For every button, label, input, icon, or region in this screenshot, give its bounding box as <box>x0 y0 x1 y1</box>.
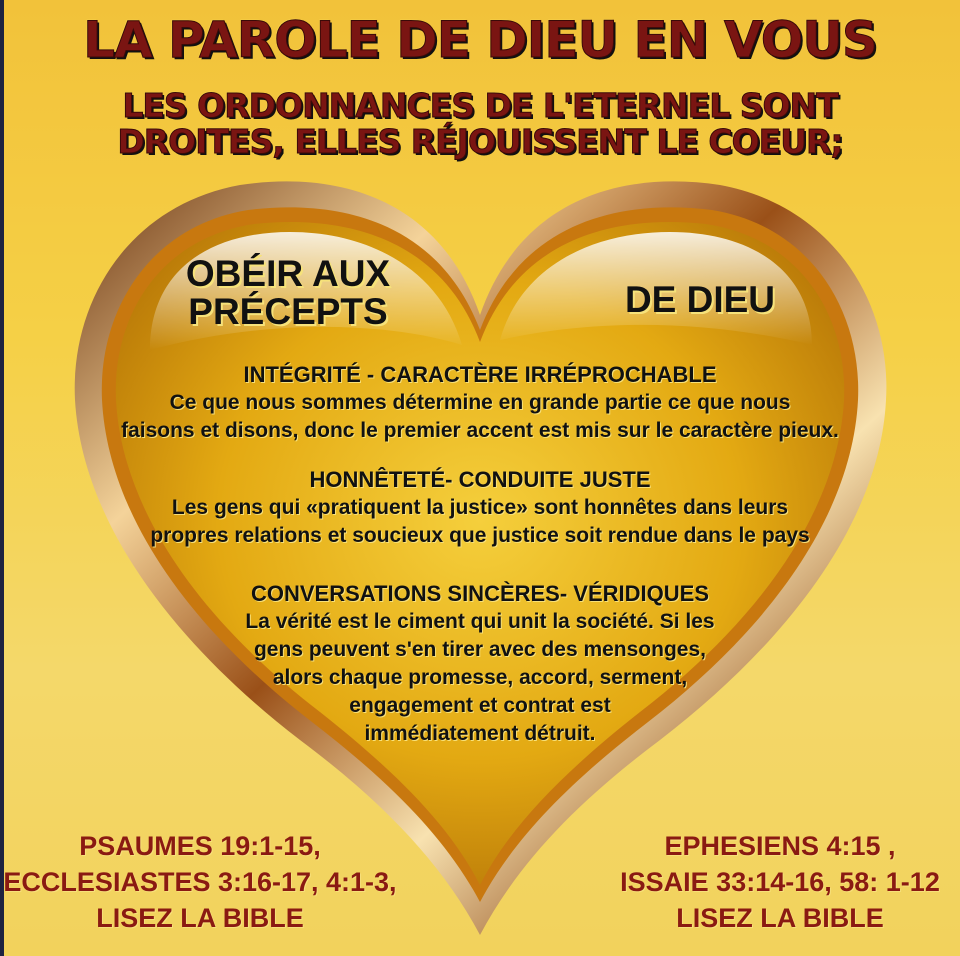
section-line: alors chaque promesse, accord, serment, <box>272 666 688 689</box>
section-line: engagement et contrat est <box>349 694 611 717</box>
subtitle-line-1: LES ORDONNANCES DE L'ETERNEL SONT <box>122 86 838 125</box>
section-conversations <box>210 580 750 748</box>
section-title: CONVERSATIONS SINCÈRES- VÉRIDIQUES <box>251 581 709 606</box>
reference-line: PSAUMES 19:1-15, <box>79 831 321 861</box>
section-line: faisons et disons, donc le premier accent est mis sur le caractère pieux. <box>121 419 839 442</box>
heart-heading-left <box>168 255 408 331</box>
reference-line: LISEZ LA BIBLE <box>96 903 304 933</box>
section-line: immédiatement détruit. <box>364 722 596 745</box>
heading-left-line-2: PRÉCEPTS <box>188 291 388 332</box>
section-line: La vérité est le ciment qui unit la société. Si les <box>245 610 715 633</box>
section-title: HONNÊTETÉ- CONDUITE JUSTE <box>309 467 651 492</box>
subtitle-line-2: DROITES, ELLES RÉJOUISSENT LE COEUR; <box>117 122 843 161</box>
section-honnetete <box>110 466 850 550</box>
section-line: Les gens qui «pratiquent la justice» sont honnêtes dans leurs <box>171 496 789 519</box>
page-title: LA PAROLE DE DIEU EN VOUS <box>83 11 877 69</box>
section-integrite <box>110 361 850 445</box>
heart-heading-right: DE DIEU <box>624 279 776 320</box>
references-right <box>590 828 960 936</box>
reference-line: ISSAIE 33:14-16, 58: 1-12 <box>620 867 940 897</box>
section-title: INTÉGRITÉ - CARACTÈRE IRRÉPROCHABLE <box>243 362 717 387</box>
reference-line: EPHESIENS 4:15 , <box>664 831 896 861</box>
references-left <box>0 828 400 936</box>
section-line: propres relations et soucieux que justice soit rendue dans le pays <box>150 524 810 547</box>
reference-line: ECCLESIASTES 3:16-17, 4:1-3, <box>3 867 397 897</box>
section-line: gens peuvent s'en tirer avec des mensonges, <box>253 638 706 661</box>
heading-left-line-1: OBÉIR AUX <box>185 253 391 294</box>
section-line: Ce que nous sommes détermine en grande partie ce que nous <box>169 391 791 414</box>
reference-line: LISEZ LA BIBLE <box>676 903 884 933</box>
